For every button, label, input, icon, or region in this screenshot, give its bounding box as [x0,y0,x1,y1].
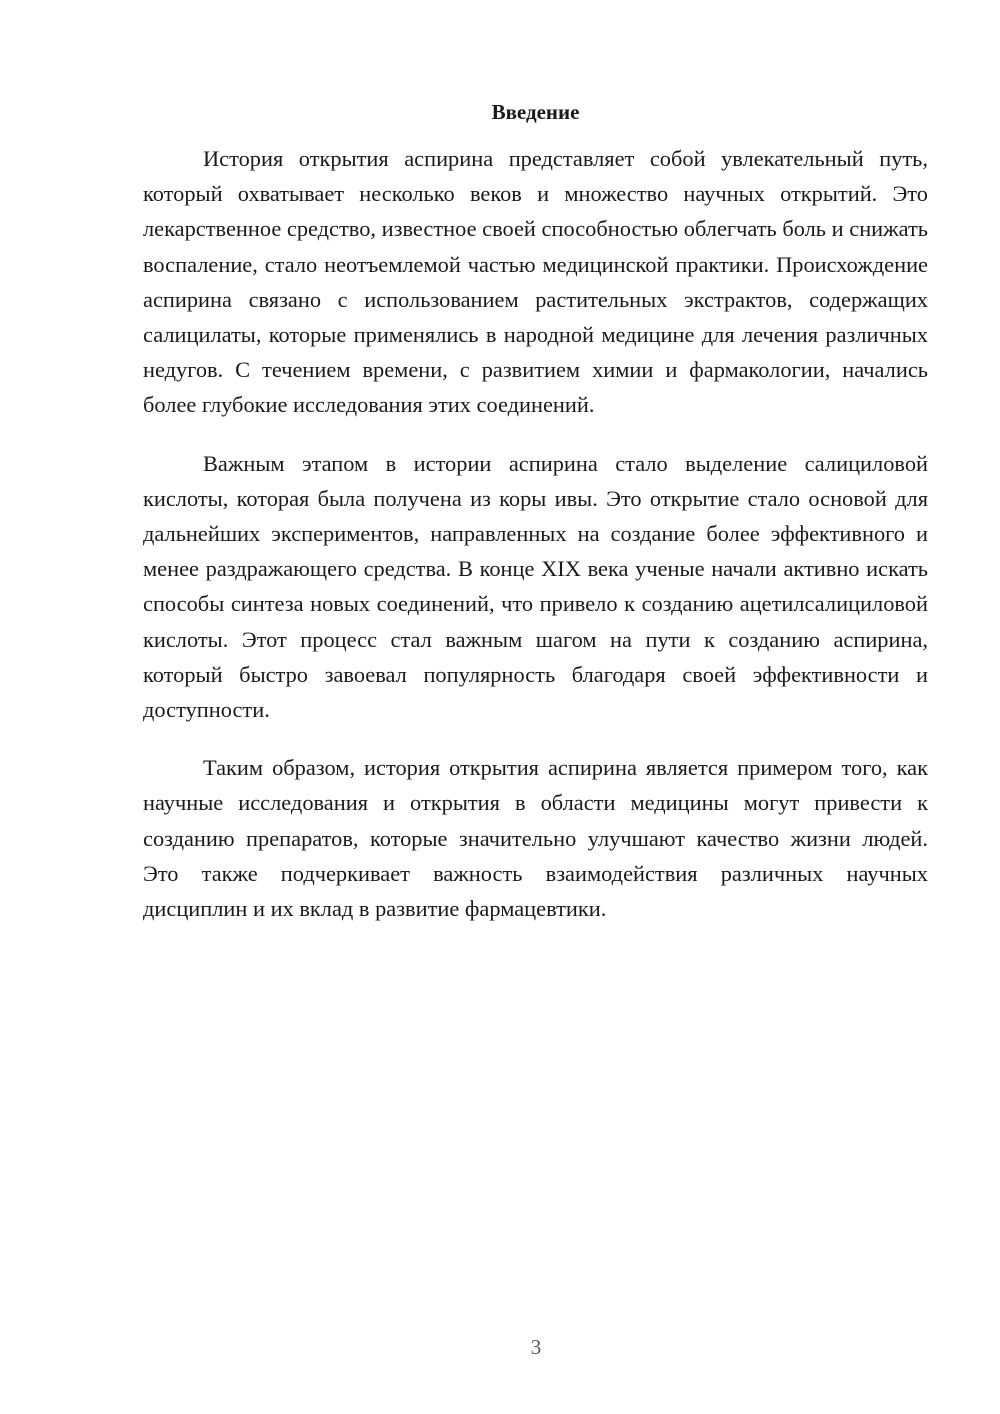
paragraph-2: Важным этапом в истории аспирина стало выделение салициловой кислоты, которая была получена из коры ивы. Это открытие стало основой для дальнейших экспериментов, направленных на создание более эффективного и менее раздражающего средства. В конце XIX века ученые начали активно искать способы синтеза новых соединений, что привело к созданию ацетилсалициловой кислоты. Этот процесс стал важным шагом на пути к созданию аспирина, который быстро завоевал популярность благодаря своей эффективности и доступности. [143,450,928,723]
page-number: 3 [530,1335,542,1359]
body-text [143,141,928,949]
section-heading: Введение [491,100,580,124]
paragraph-1: История открытия аспирина представляет собой увлекательный путь, который охватывает несколько веков и множество научных открытий. Это лекарственное средство, известное своей способностью облегчать боль и снижать воспаление, стало неотъемлемой частью медицинской практики. Происхождение аспирина связано с использованием растительных экстрактов, содержащих салицилаты, которые применялись в народной медицине для лечения различных недугов. С течением времени, с развитием химии и фармакологии, начались более глубокие исследования этих соединений. [143,146,928,418]
paragraph-3: Таким образом, история открытия аспирина является примером того, как научные исследования и открытия в области медицины могут привести к созданию препаратов, которые значительно улучшают качество жизни людей. Это также подчеркивает важность взаимодействия различных научных дисциплин и их вклад в развитие фармацевтики. [143,755,928,922]
